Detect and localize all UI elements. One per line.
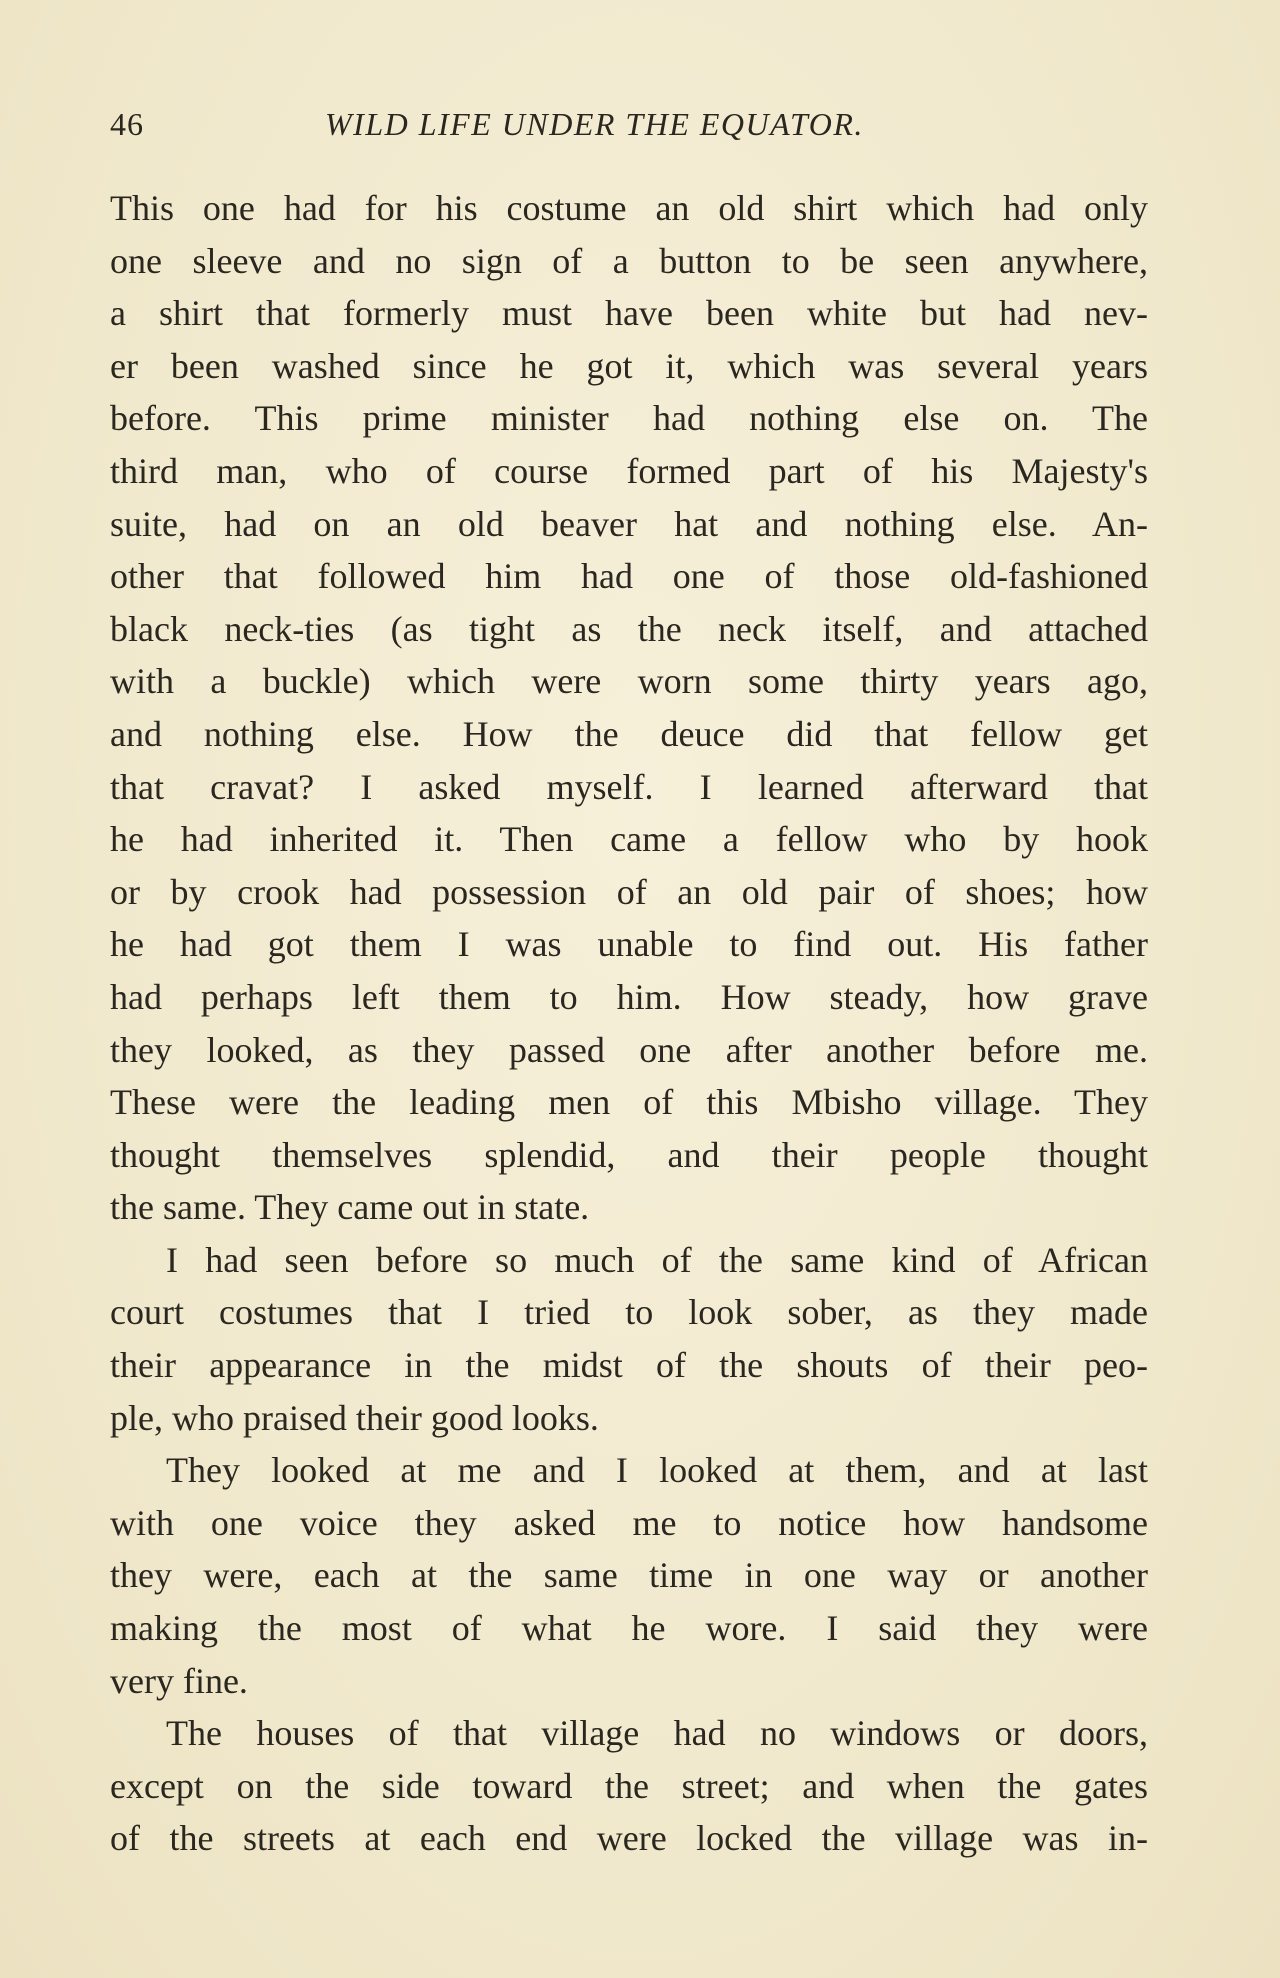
text-line: that cravat? I asked myself. I learned afterward that [110,766,1148,807]
text-line: making the most of what he wore. I said they were [110,1608,1148,1649]
text-line: of the streets at each end were locked the village was in- [110,1818,1148,1859]
page-number: 46 [110,106,144,142]
text-line: They looked at me and I looked at them, and at last [166,1450,1148,1491]
running-title: WILD LIFE UNDER THE EQUATOR. [325,106,864,142]
text-line: court costumes that I tried to look sober, as they made [110,1292,1148,1333]
text-line: a shirt that formerly must have been white but had nev- [110,293,1148,334]
text-line: black neck-ties (as tight as the neck itself, and attached [110,608,1148,649]
text-line: These were the leading men of this Mbisho village. They [110,1082,1148,1123]
text-line: they looked, as they passed one after another before me. [110,1029,1148,1070]
body-text [110,182,1148,1865]
text-line: they were, each at the same time in one way or another [110,1555,1148,1596]
text-line: except on the side toward the street; and when the gates [110,1765,1148,1806]
text-line: with one voice they asked me to notice how handsome [110,1502,1148,1543]
text-line: or by crook had possession of an old pair of shoes; how [110,871,1148,912]
text-line: and nothing else. How the deuce did that fellow get [110,713,1148,754]
text-line: third man, who of course formed part of his Majesty's [110,450,1148,491]
text-line: their appearance in the midst of the shouts of their peo- [110,1345,1148,1386]
text-line: had perhaps left them to him. How steady, how grave [110,976,1148,1017]
text-line: The houses of that village had no windows or doors, [166,1713,1148,1754]
text-line: This one had for his costume an old shirt which had only [110,188,1148,228]
text-line: I had seen before so much of the same kind of African [166,1239,1148,1280]
text-line: thought themselves splendid, and their people thought [110,1134,1148,1175]
text-line: before. This prime minister had nothing else on. The [110,398,1148,439]
text-line: er been washed since he got it, which was several years [110,345,1148,386]
text-line: very fine. [110,1660,248,1701]
text-line: he had got them I was unable to find out. His father [110,924,1148,965]
text-line: he had inherited it. Then came a fellow who by hook [110,819,1148,860]
text-line: ple, who praised their good looks. [110,1397,599,1438]
running-head [110,104,1150,144]
text-line: other that followed him had one of those old-fashioned [110,556,1148,597]
text-line: suite, had on an old beaver hat and nothing else. An- [110,503,1148,544]
text-line: one sleeve and no sign of a button to be seen anywhere, [110,240,1148,281]
text-line: the same. They came out in state. [110,1187,590,1228]
text-line: with a buckle) which were worn some thirty years ago, [110,661,1148,702]
